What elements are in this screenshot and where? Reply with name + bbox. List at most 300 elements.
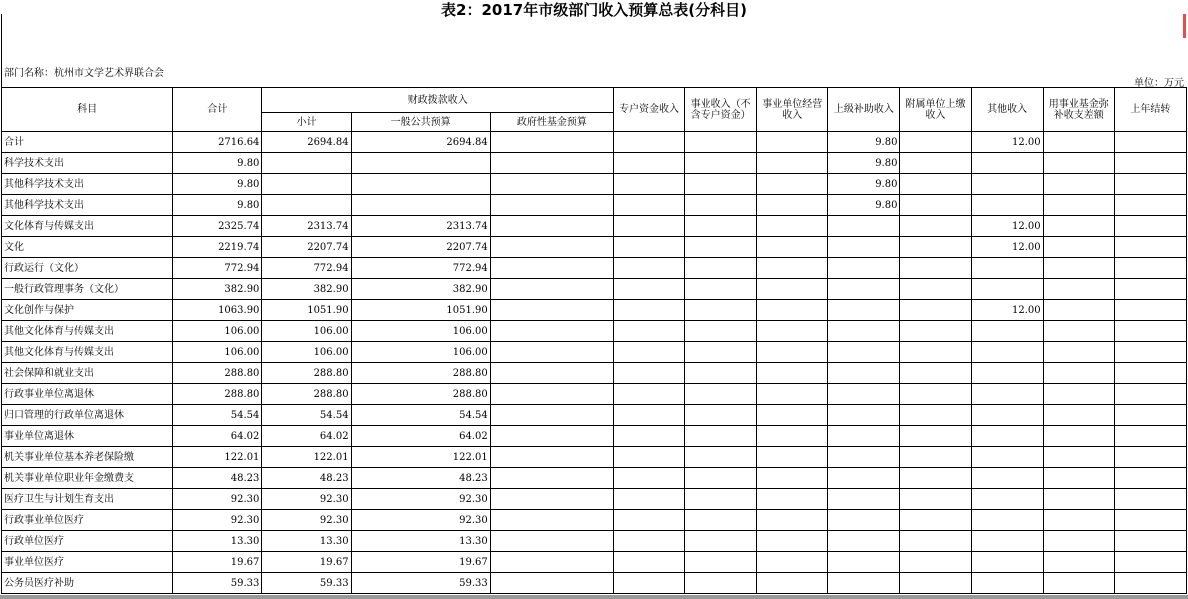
cell-other-income: 12.00 [971,216,1043,237]
cell-subtotal: 122.01 [262,447,351,468]
cell-special-fund [614,300,685,321]
table-row [2,552,1187,573]
cell-affiliated-income [900,489,971,510]
table-row [2,405,1187,426]
scroll-marker [1183,14,1186,38]
budget-table [1,87,1187,594]
cell-total: 772.94 [173,258,262,279]
cell-other-income: 12.00 [971,237,1043,258]
table-row [2,510,1187,531]
cell-total: 9.80 [173,195,262,216]
cell-gov-fund [490,363,613,384]
cell-business-income [685,300,757,321]
cell-subtotal: 48.23 [262,468,351,489]
cell-business-income [685,174,757,195]
cell-affiliated-income [900,363,971,384]
header-subtotal: 小计 [262,113,351,132]
cell-subject: 科学技术支出 [2,153,173,174]
cell-subject: 机关事业单位职业年金缴费支 [2,468,173,489]
header-fund-offset: 用事业基金弥补收支差额 [1043,88,1114,132]
header-subject: 科目 [2,88,173,132]
cell-subtotal: 772.94 [262,258,351,279]
cell-business-income [685,426,757,447]
cell-superior-subsidy [828,237,900,258]
cell-fund-offset [1043,195,1114,216]
cell-subject: 公务员医疗补助 [2,573,173,594]
cell-superior-subsidy [828,258,900,279]
cell-business-income [685,258,757,279]
cell-carryover [1114,237,1186,258]
cell-other-income: 12.00 [971,300,1043,321]
cell-gov-fund [490,237,613,258]
cell-total: 9.80 [173,153,262,174]
cell-gov-fund [490,279,613,300]
cell-carryover [1114,153,1186,174]
table-row [2,363,1187,384]
cell-superior-subsidy [828,321,900,342]
cell-subject: 医疗卫生与计划生育支出 [2,489,173,510]
cell-gov-fund [490,447,613,468]
cell-total: 1063.90 [173,300,262,321]
cell-total: 106.00 [173,342,262,363]
table-row [2,447,1187,468]
cell-carryover [1114,489,1186,510]
cell-other-income [971,342,1043,363]
table-row [2,258,1187,279]
table-row [2,489,1187,510]
cell-general-budget: 19.67 [351,552,490,573]
cell-business-income [685,216,757,237]
cell-general-budget: 122.01 [351,447,490,468]
cell-carryover [1114,279,1186,300]
cell-special-fund [614,342,685,363]
cell-special-fund [614,510,685,531]
cell-fund-offset [1043,279,1114,300]
cell-other-income [971,384,1043,405]
cell-carryover [1114,258,1186,279]
cell-business-income [685,384,757,405]
cell-carryover [1114,216,1186,237]
cell-superior-subsidy [828,426,900,447]
cell-other-income [971,489,1043,510]
table-row [2,321,1187,342]
cell-total: 64.02 [173,426,262,447]
cell-affiliated-income [900,426,971,447]
cell-operating-income [757,258,828,279]
cell-fund-offset [1043,216,1114,237]
cell-affiliated-income [900,216,971,237]
cell-total: 9.80 [173,174,262,195]
cell-subject: 机关事业单位基本养老保险缴 [2,447,173,468]
cell-operating-income [757,468,828,489]
cell-business-income [685,405,757,426]
cell-special-fund [614,447,685,468]
header-business-income: 事业收入（不含专户资金） [685,88,757,132]
cell-special-fund [614,279,685,300]
cell-other-income [971,174,1043,195]
cell-carryover [1114,447,1186,468]
cell-general-budget: 92.30 [351,489,490,510]
cell-gov-fund [490,426,613,447]
cell-subtotal: 288.80 [262,384,351,405]
cell-special-fund [614,468,685,489]
cell-total: 122.01 [173,447,262,468]
table-row [2,132,1187,153]
cell-subject: 事业单位离退休 [2,426,173,447]
cell-other-income [971,573,1043,594]
cell-carryover [1114,321,1186,342]
cell-superior-subsidy: 9.80 [828,132,900,153]
cell-subtotal: 64.02 [262,426,351,447]
header-carryover: 上年结转 [1114,88,1186,132]
cell-general-budget: 13.30 [351,531,490,552]
cell-gov-fund [490,531,613,552]
department-name: 部门名称：杭州市文学艺术界联合会 [4,68,164,79]
cell-carryover [1114,510,1186,531]
cell-total: 288.80 [173,363,262,384]
cell-fund-offset [1043,300,1114,321]
cell-operating-income [757,447,828,468]
cell-other-income [971,195,1043,216]
cell-fund-offset [1043,342,1114,363]
cell-carryover [1114,342,1186,363]
cell-gov-fund [490,573,613,594]
cell-special-fund [614,363,685,384]
cell-business-income [685,468,757,489]
cell-superior-subsidy [828,300,900,321]
cell-fund-offset [1043,384,1114,405]
cell-operating-income [757,426,828,447]
cell-superior-subsidy [828,573,900,594]
cell-other-income [971,510,1043,531]
cell-affiliated-income [900,552,971,573]
cell-general-budget: 92.30 [351,510,490,531]
cell-operating-income [757,195,828,216]
cell-carryover [1114,468,1186,489]
cell-operating-income [757,552,828,573]
cell-subtotal: 92.30 [262,510,351,531]
table-row [2,237,1187,258]
report-title: 表2：2017年市级部门收入预算总表(分科目) [441,1,747,19]
cell-subject: 行政运行（文化） [2,258,173,279]
cell-superior-subsidy [828,342,900,363]
cell-special-fund [614,216,685,237]
cell-special-fund [614,132,685,153]
cell-carryover [1114,174,1186,195]
cell-other-income [971,426,1043,447]
cell-other-income [971,468,1043,489]
cell-gov-fund [490,300,613,321]
left-rule [1,14,2,88]
cell-fund-offset [1043,510,1114,531]
header-operating-income: 事业单位经营收入 [757,88,828,132]
cell-subtotal: 13.30 [262,531,351,552]
cell-general-budget: 59.33 [351,573,490,594]
cell-business-income [685,279,757,300]
cell-special-fund [614,384,685,405]
cell-operating-income [757,279,828,300]
cell-gov-fund [490,342,613,363]
cell-subtotal: 59.33 [262,573,351,594]
cell-operating-income [757,573,828,594]
cell-fund-offset [1043,552,1114,573]
cell-other-income: 12.00 [971,132,1043,153]
cell-affiliated-income [900,342,971,363]
cell-fund-offset [1043,405,1114,426]
cell-operating-income [757,153,828,174]
cell-affiliated-income [900,153,971,174]
cell-special-fund [614,174,685,195]
cell-total: 288.80 [173,384,262,405]
cell-business-income [685,573,757,594]
cell-general-budget: 288.80 [351,363,490,384]
cell-general-budget [351,174,490,195]
cell-operating-income [757,300,828,321]
cell-operating-income [757,384,828,405]
cell-gov-fund [490,489,613,510]
header-total: 合计 [173,88,262,132]
cell-affiliated-income [900,405,971,426]
cell-business-income [685,153,757,174]
cell-subtotal: 106.00 [262,342,351,363]
cell-affiliated-income [900,447,971,468]
cell-special-fund [614,153,685,174]
cell-special-fund [614,552,685,573]
table-row [2,216,1187,237]
cell-affiliated-income [900,300,971,321]
cell-subject: 一般行政管理事务（文化） [2,279,173,300]
cell-other-income [971,279,1043,300]
cell-business-income [685,489,757,510]
cell-general-budget: 288.80 [351,384,490,405]
cell-total: 92.30 [173,489,262,510]
cell-general-budget: 106.00 [351,321,490,342]
cell-subtotal: 106.00 [262,321,351,342]
table-row [2,279,1187,300]
header-affiliated-income: 附属单位上缴收入 [900,88,971,132]
cell-other-income [971,447,1043,468]
cell-operating-income [757,132,828,153]
cell-affiliated-income [900,573,971,594]
cell-subtotal: 382.90 [262,279,351,300]
cell-superior-subsidy [828,510,900,531]
cell-superior-subsidy [828,363,900,384]
cell-fund-offset [1043,426,1114,447]
cell-general-budget: 2694.84 [351,132,490,153]
cell-business-income [685,363,757,384]
cell-fund-offset [1043,174,1114,195]
cell-subtotal: 1051.90 [262,300,351,321]
cell-carryover [1114,384,1186,405]
cell-carryover [1114,426,1186,447]
table-row [2,573,1187,594]
cell-gov-fund [490,258,613,279]
cell-gov-fund [490,195,613,216]
cell-superior-subsidy [828,384,900,405]
cell-gov-fund [490,468,613,489]
cell-fund-offset [1043,363,1114,384]
cell-subject: 归口管理的行政单位离退休 [2,405,173,426]
cell-superior-subsidy [828,489,900,510]
cell-subject: 文化创作与保护 [2,300,173,321]
cell-other-income [971,552,1043,573]
cell-affiliated-income [900,321,971,342]
cell-operating-income [757,216,828,237]
cell-carryover [1114,531,1186,552]
cell-total: 106.00 [173,321,262,342]
cell-special-fund [614,489,685,510]
cell-superior-subsidy: 9.80 [828,153,900,174]
cell-special-fund [614,405,685,426]
header-special-fund: 专户资金收入 [614,88,685,132]
cell-subject: 文化体育与传媒支出 [2,216,173,237]
cell-affiliated-income [900,384,971,405]
cell-gov-fund [490,510,613,531]
table-row [2,468,1187,489]
cell-subject: 其他文化体育与传媒支出 [2,321,173,342]
cell-general-budget: 54.54 [351,405,490,426]
cell-affiliated-income [900,468,971,489]
cell-superior-subsidy [828,279,900,300]
cell-carryover [1114,552,1186,573]
cell-fund-offset [1043,573,1114,594]
cell-operating-income [757,342,828,363]
cell-superior-subsidy [828,468,900,489]
cell-business-income [685,531,757,552]
cell-carryover [1114,363,1186,384]
cell-fund-offset [1043,132,1114,153]
table-row [2,426,1187,447]
cell-fund-offset [1043,153,1114,174]
cell-subtotal: 54.54 [262,405,351,426]
cell-superior-subsidy [828,531,900,552]
cell-general-budget: 48.23 [351,468,490,489]
table-row [2,384,1187,405]
cell-subtotal: 2694.84 [262,132,351,153]
cell-special-fund [614,237,685,258]
cell-superior-subsidy: 9.80 [828,174,900,195]
cell-special-fund [614,321,685,342]
cell-total: 2716.64 [173,132,262,153]
cell-other-income [971,363,1043,384]
cell-business-income [685,237,757,258]
cell-general-budget: 106.00 [351,342,490,363]
cell-fund-offset [1043,321,1114,342]
bottom-edge [0,595,1188,599]
cell-subject: 行政事业单位医疗 [2,510,173,531]
table-row [2,153,1187,174]
cell-subject: 其他科学技术支出 [2,174,173,195]
cell-superior-subsidy [828,552,900,573]
cell-gov-fund [490,321,613,342]
cell-gov-fund [490,132,613,153]
cell-other-income [971,405,1043,426]
cell-subject: 事业单位医疗 [2,552,173,573]
cell-operating-income [757,174,828,195]
cell-business-income [685,447,757,468]
cell-subtotal: 2207.74 [262,237,351,258]
cell-other-income [971,153,1043,174]
header-other-income: 其他收入 [971,88,1043,132]
cell-operating-income [757,405,828,426]
cell-general-budget: 1051.90 [351,300,490,321]
cell-operating-income [757,237,828,258]
header-general-budget: 一般公共预算 [351,113,490,132]
cell-total: 54.54 [173,405,262,426]
cell-business-income [685,132,757,153]
cell-subject: 合计 [2,132,173,153]
cell-total: 19.67 [173,552,262,573]
cell-special-fund [614,573,685,594]
cell-subtotal: 19.67 [262,552,351,573]
cell-special-fund [614,426,685,447]
cell-total: 92.30 [173,510,262,531]
cell-subject: 行政单位医疗 [2,531,173,552]
cell-subject: 行政事业单位离退休 [2,384,173,405]
cell-gov-fund [490,216,613,237]
cell-business-income [685,510,757,531]
cell-subtotal: 92.30 [262,489,351,510]
cell-business-income [685,321,757,342]
cell-subtotal: 288.80 [262,363,351,384]
table-row [2,342,1187,363]
cell-operating-income [757,531,828,552]
table-row [2,195,1187,216]
cell-affiliated-income [900,279,971,300]
cell-total: 59.33 [173,573,262,594]
cell-special-fund [614,258,685,279]
cell-superior-subsidy [828,216,900,237]
cell-fund-offset [1043,468,1114,489]
cell-operating-income [757,321,828,342]
cell-general-budget: 64.02 [351,426,490,447]
cell-business-income [685,342,757,363]
cell-operating-income [757,363,828,384]
cell-affiliated-income [900,132,971,153]
cell-carryover [1114,405,1186,426]
cell-gov-fund [490,153,613,174]
cell-fund-offset [1043,489,1114,510]
cell-general-budget: 772.94 [351,258,490,279]
cell-gov-fund [490,384,613,405]
cell-fund-offset [1043,447,1114,468]
cell-business-income [685,195,757,216]
cell-subject: 其他科学技术支出 [2,195,173,216]
cell-total: 48.23 [173,468,262,489]
cell-fund-offset [1043,258,1114,279]
cell-other-income [971,531,1043,552]
cell-affiliated-income [900,174,971,195]
cell-general-budget: 2207.74 [351,237,490,258]
cell-special-fund [614,195,685,216]
cell-superior-subsidy [828,447,900,468]
cell-business-income [685,552,757,573]
cell-general-budget [351,195,490,216]
cell-affiliated-income [900,510,971,531]
cell-fund-offset [1043,237,1114,258]
table-row [2,300,1187,321]
cell-general-budget [351,153,490,174]
cell-superior-subsidy [828,405,900,426]
header-gov-fund: 政府性基金预算 [490,113,613,132]
cell-special-fund [614,531,685,552]
cell-subtotal [262,195,351,216]
cell-subject: 文化 [2,237,173,258]
cell-operating-income [757,489,828,510]
cell-subtotal [262,153,351,174]
cell-affiliated-income [900,531,971,552]
cell-total: 2325.74 [173,216,262,237]
